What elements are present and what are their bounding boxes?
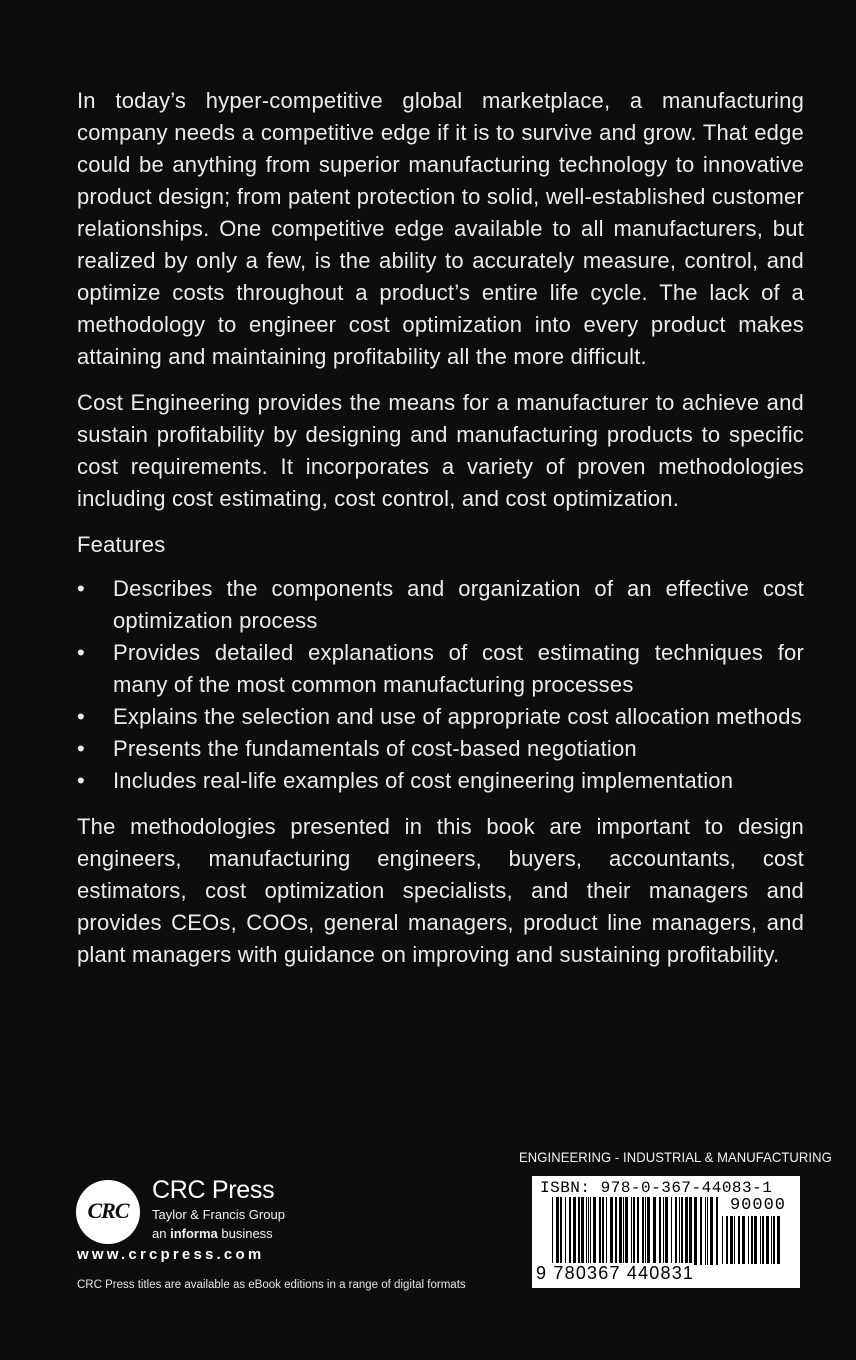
bullet-icon: • — [77, 576, 85, 601]
features-list — [77, 573, 804, 797]
intro-paragraph: In today’s hyper-competitive global marketplace, a manufacturing company needs a competitive edge if it is to survive and grow. That edge could be anything from superior manufacturing technology to innovative product design; from patent protection to solid, well-established customer relationships. One competitive edge available to all manufacturers, but realized by only a few, is the ability to accurately measure, control, and optimize costs throughout a product’s entire life cycle. The lack of a methodology to engineer cost optimization into every product makes attaining and maintaining profitability all the more difficult. — [77, 88, 804, 369]
list-item — [77, 733, 804, 765]
barcode-bar — [590, 1197, 591, 1265]
publisher-name: CRC Press — [152, 1176, 275, 1204]
barcode-bar — [742, 1216, 745, 1264]
bullet-icon: • — [77, 704, 85, 729]
feature-text: Presents the fundamentals of cost-based negotiation — [113, 736, 637, 761]
publisher-group: Taylor & Francis Group — [152, 1207, 285, 1222]
list-item — [77, 765, 804, 797]
back-cover-text — [77, 85, 804, 985]
barcode-bar — [771, 1216, 772, 1264]
bullet-icon: • — [77, 736, 85, 761]
publisher-tagline — [152, 1226, 273, 1241]
list-item — [77, 701, 804, 733]
barcode-bar — [615, 1197, 617, 1265]
barcode-bar — [766, 1216, 769, 1264]
barcode-bar — [710, 1197, 713, 1265]
barcode-bar — [573, 1197, 576, 1265]
barcode-bar — [637, 1197, 639, 1265]
barcode-bar — [599, 1197, 601, 1265]
tagline-brand: informa — [170, 1226, 218, 1241]
logo-text: CRC — [87, 1198, 129, 1223]
barcode-bar — [619, 1197, 622, 1265]
barcode-bar — [556, 1197, 559, 1265]
barcode-bars — [552, 1197, 722, 1265]
barcode-bar — [625, 1197, 628, 1265]
barcode-bar — [602, 1197, 604, 1265]
barcode-bar — [694, 1197, 697, 1265]
barcode-bar — [578, 1197, 580, 1265]
subject-category: ENGINEERING - INDUSTRIAL & MANUFACTURING — [519, 1149, 832, 1165]
isbn-label: ISBN: 978-0-367-44083-1 — [540, 1179, 773, 1197]
barcode-bar — [623, 1197, 624, 1265]
barcode-bar — [645, 1197, 646, 1265]
barcode-bar — [705, 1197, 706, 1265]
barcode-bar — [569, 1197, 571, 1265]
barcode-bar — [730, 1216, 733, 1264]
barcode-bar — [762, 1216, 764, 1264]
list-item — [77, 637, 804, 701]
barcode-bar — [689, 1197, 692, 1265]
barcode-bar — [675, 1197, 677, 1265]
barcode-bar — [659, 1197, 661, 1265]
feature-text: Provides detailed explanations of cost estimating techniques for many of the most common manufacturing processes — [113, 640, 804, 697]
barcode-bar — [671, 1197, 672, 1265]
barcode-bar — [631, 1197, 632, 1265]
barcode-bar — [593, 1197, 596, 1265]
barcode-bar — [700, 1197, 702, 1265]
bullet-icon: • — [77, 640, 85, 665]
barcode-bar — [665, 1197, 668, 1265]
barcode-bar — [751, 1216, 753, 1264]
barcode-bar — [722, 1216, 723, 1264]
feature-text: Describes the components and organization of an effective cost optimization process — [113, 576, 804, 633]
barcode-bar — [552, 1197, 553, 1265]
barcode-bar — [685, 1197, 688, 1265]
crc-logo-icon — [76, 1180, 140, 1244]
barcode-bar — [586, 1197, 587, 1265]
barcode-bar — [633, 1197, 635, 1265]
summary-paragraph: Cost Engineering provides the means for a manufacturer to achieve and sustain profitability by designing and manufacturing products to specific cost requirements. It incorporates a variety of proven methodologies including cost estimating, cost control, and cost optimization. — [77, 390, 804, 511]
barcode-bar — [610, 1197, 613, 1265]
barcode-bar — [777, 1216, 780, 1264]
feature-text: Includes real-life examples of cost engineering implementation — [113, 768, 734, 793]
barcode-bar — [647, 1197, 650, 1265]
barcode-bar — [679, 1197, 680, 1265]
tagline-suffix: business — [217, 1226, 273, 1241]
barcode-bar — [707, 1197, 708, 1265]
price-barcode-bars — [722, 1216, 782, 1264]
barcode — [532, 1176, 800, 1288]
barcode-bar — [681, 1197, 683, 1265]
barcode-bar — [642, 1197, 644, 1265]
barcode-bar — [760, 1216, 761, 1264]
barcode-bar — [663, 1197, 664, 1265]
barcode-bar — [606, 1197, 607, 1265]
barcode-bar — [565, 1197, 566, 1265]
website-link[interactable]: www.crcpress.com — [77, 1246, 265, 1263]
barcode-bar — [754, 1216, 757, 1264]
barcode-bar — [726, 1216, 728, 1264]
features-heading: Features — [77, 532, 166, 557]
barcode-bar — [738, 1216, 740, 1264]
barcode-bar — [588, 1197, 589, 1265]
barcode-bar — [773, 1216, 775, 1264]
tagline-prefix: an — [152, 1226, 171, 1241]
audience-paragraph: The methodologies presented in this book are important to design engineers, manufacturing engineers, buyers, accountants, cost estimators, cost optimization specialists, and their managers and provides CEOs, COOs, general managers, product line managers, and plant managers with guidance on improving and sustaining profitability. — [77, 814, 804, 967]
barcode-bar — [748, 1216, 749, 1264]
barcode-bar — [581, 1197, 584, 1265]
bullet-icon: • — [77, 768, 85, 793]
price-code: 90000 — [729, 1196, 786, 1215]
barcode-bar — [716, 1197, 718, 1265]
barcode-bar — [653, 1197, 656, 1265]
barcode-bar — [560, 1197, 562, 1265]
ebook-note: CRC Press titles are available as eBook editions in a range of digital formats — [77, 1279, 466, 1291]
barcode-digits: 9 780367 440831 — [536, 1263, 695, 1283]
feature-text: Explains the selection and use of appropriate cost allocation methods — [113, 704, 802, 729]
list-item — [77, 573, 804, 637]
barcode-bar — [734, 1216, 735, 1264]
